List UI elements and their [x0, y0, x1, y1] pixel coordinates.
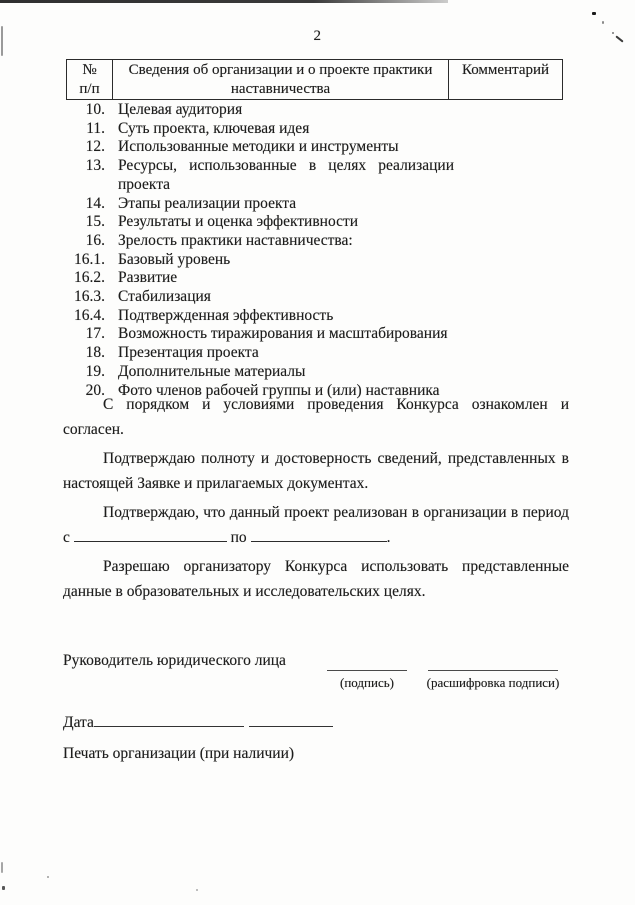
application-items-list [60, 101, 454, 400]
signature-caption: (подпись) [340, 675, 394, 690]
list-item [60, 213, 454, 232]
scan-speck [1, 862, 3, 873]
list-item-text: Зрелость практики наставничества: [118, 231, 353, 249]
list-item-number: 16. [85, 231, 105, 249]
list-item-number: 12. [85, 138, 105, 156]
list-item-text: Ресурсы, использованные в целях реализации проекта [118, 157, 454, 193]
list-item-number: 16.1. [74, 250, 105, 268]
scan-speck [47, 876, 49, 878]
stamp-note: Печать организации (при наличии) [63, 745, 295, 762]
list-item-number: 20. [85, 381, 105, 399]
list-item-text: Использованные методики и инструменты [118, 138, 399, 156]
list-item-number: 16.4. [74, 306, 105, 324]
paragraph-project-period-text: Подтверждаю, что данный проект реализован в организации в период с [63, 504, 569, 546]
list-item-number: 16.3. [74, 288, 105, 306]
list-item-number: 17. [85, 325, 105, 343]
list-item-text: Этапы реализации проекта [118, 194, 297, 212]
signatory-label: Руководитель юридического лица [63, 652, 286, 669]
list-item [60, 325, 454, 344]
scan-speck [2, 886, 5, 890]
list-item-text: Фото членов рабочей группы и (или) наставника [118, 381, 440, 399]
period-end-blank-line [251, 528, 387, 542]
scan-speck [196, 889, 198, 891]
list-item [60, 363, 454, 382]
list-item-text: Стабилизация [118, 288, 211, 306]
scan-speck [592, 12, 596, 15]
list-item-text: Базовый уровень [118, 250, 231, 268]
list-item [60, 157, 454, 194]
list-item-number: 16.2. [74, 269, 105, 287]
table-header-num-line2: п/п [79, 81, 100, 97]
paragraph-permission: Разрешаю организатору Конкурса использовать представленные данные в образовательных и исследовательских целях. [63, 558, 569, 600]
period-start-blank-line [74, 528, 227, 542]
list-item [60, 307, 454, 326]
list-item-text: Презентация проекта [118, 344, 259, 362]
list-item-text: Результаты и оценка эффективности [118, 213, 359, 231]
list-item [60, 138, 454, 157]
list-item-number: 15. [85, 213, 105, 231]
signature-name-blank-line [428, 670, 558, 671]
list-item [60, 344, 454, 363]
list-item-number: 14. [85, 194, 105, 212]
list-item-text: Подтвержденная эффективность [118, 306, 334, 324]
list-item-number: 19. [85, 362, 105, 380]
list-item-text: Возможность тиражирования и масштабирования [118, 325, 448, 343]
table-header-col-num [67, 60, 113, 99]
paragraph-project-period-po: по [230, 529, 247, 546]
declaration-paragraphs [63, 392, 569, 608]
list-item [60, 232, 454, 251]
date-row [63, 712, 333, 732]
date-blank-line [94, 712, 244, 727]
page-number: 2 [313, 28, 322, 44]
scan-artifact-top-line [0, 0, 448, 3]
scan-speck [602, 21, 604, 24]
list-item-text: Дополнительные материалы [118, 362, 306, 380]
list-item-text: Развитие [118, 269, 178, 287]
list-item-text: Целевая аудитория [118, 101, 243, 118]
list-item [60, 251, 454, 270]
list-item-text: Суть проекта, ключевая идея [118, 119, 310, 137]
date-blank-line [249, 712, 333, 727]
list-item [60, 101, 454, 120]
paragraph-confirm-data: Подтверждаю полноту и достоверность сведений, представленных в настоящей Заявке и прилагаемых документах. [63, 450, 569, 492]
date-label: Дата [63, 714, 94, 731]
list-item-number: 13. [85, 157, 105, 175]
paragraph-project-period [63, 500, 569, 550]
paragraph-consent: С порядком и условиями проведения Конкурса ознакомлен и согласен. [63, 396, 569, 438]
list-item [60, 269, 454, 288]
list-item-number: 10. [85, 101, 105, 118]
list-item [60, 288, 454, 307]
paragraph-project-period-dot: . [386, 529, 391, 546]
list-item-number: 18. [85, 344, 105, 362]
signature-name-caption: (расшифровка подписи) [426, 675, 560, 690]
list-item [60, 120, 454, 139]
table-header-col-info: Сведения об организации и о проекте практики наставничества [113, 60, 449, 99]
table-header-num-line1: № [82, 62, 97, 78]
list-item [60, 195, 454, 214]
signature-blank-line [327, 670, 407, 671]
table-header-col-comment: Комментарий [461, 62, 550, 78]
list-item-number: 11. [86, 119, 105, 137]
table-header [66, 59, 563, 100]
